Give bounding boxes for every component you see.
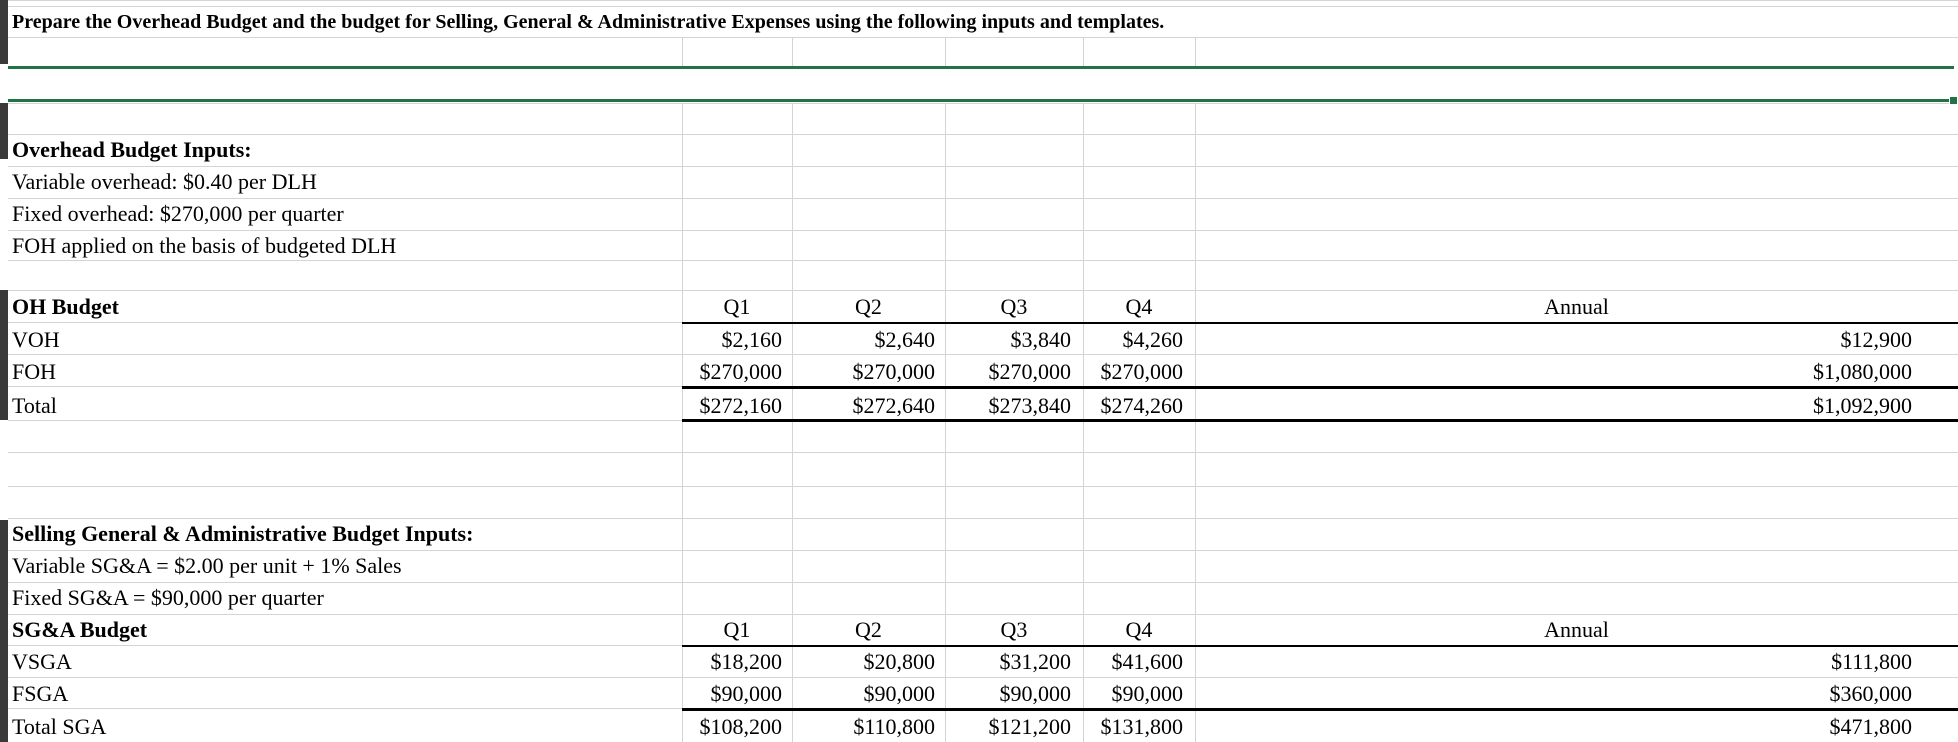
column-gridline <box>792 37 793 66</box>
sga-total-q4[interactable]: $131,800 <box>1100 714 1183 739</box>
row-gridline <box>8 614 1958 615</box>
oh-budget-heading: OH Budget <box>12 294 119 319</box>
row-gridline <box>8 582 1958 583</box>
oh-col-annual: Annual <box>1544 294 1609 319</box>
row-gridline <box>8 645 1958 646</box>
column-gridline <box>945 103 946 742</box>
oh-col-q2: Q2 <box>855 294 882 319</box>
column-gridline <box>1083 103 1084 742</box>
oh-foh-q4[interactable]: $270,000 <box>1100 359 1183 384</box>
row-gridline <box>8 420 1958 421</box>
row-header-strip <box>0 520 8 742</box>
variable-sga-input: Variable SG&A = $2.00 per unit + 1% Sales <box>12 553 402 578</box>
row-gridline <box>8 550 1958 551</box>
row-gridline <box>8 486 1958 487</box>
sga-fsga-q1[interactable]: $90,000 <box>710 681 782 706</box>
row-gridline <box>8 260 1958 261</box>
row-gridline <box>8 37 1958 38</box>
column-gridline <box>792 103 793 742</box>
sga-total-annual[interactable]: $471,800 <box>1829 714 1912 739</box>
column-gridline <box>1195 37 1196 66</box>
column-gridline <box>945 37 946 66</box>
column-gridline <box>1083 37 1084 66</box>
sga-total-q2[interactable]: $110,800 <box>853 714 935 739</box>
sga-vsga-q4[interactable]: $41,600 <box>1111 649 1183 674</box>
oh-voh-annual[interactable]: $12,900 <box>1840 327 1912 352</box>
sga-col-q3: Q3 <box>1000 617 1028 642</box>
oh-voh-q2[interactable]: $2,640 <box>874 327 935 352</box>
row-header-strip <box>0 0 8 64</box>
foh-basis-input: FOH applied on the basis of budgeted DLH <box>12 233 397 258</box>
row-gridline <box>8 6 1958 7</box>
oh-foh-q2[interactable]: $270,000 <box>852 359 935 384</box>
fill-handle[interactable] <box>1949 96 1958 105</box>
row-gridline <box>8 518 1958 519</box>
oh-header-underline <box>682 322 1958 324</box>
sga-row-label-vsga: VSGA <box>12 649 72 674</box>
sga-fsga-q4[interactable]: $90,000 <box>1111 681 1183 706</box>
sga-fsga-q2[interactable]: $90,000 <box>863 681 935 706</box>
sga-header-underline <box>682 645 1958 647</box>
oh-total-q3[interactable]: $273,840 <box>988 393 1071 418</box>
oh-voh-q4[interactable]: $4,260 <box>1122 327 1183 352</box>
sga-row-label-fsga: FSGA <box>12 681 69 706</box>
row-gridline <box>8 134 1958 135</box>
sga-col-q2: Q2 <box>855 617 882 642</box>
oh-total-annual[interactable]: $1,092,900 <box>1813 393 1912 418</box>
oh-row-label-foh: FOH <box>12 359 57 384</box>
row-gridline <box>8 290 1958 291</box>
oh-col-q1: Q1 <box>723 294 751 319</box>
row-gridline <box>8 0 1958 1</box>
row-header-strip <box>0 103 8 159</box>
oh-foh-q3[interactable]: $270,000 <box>988 359 1071 384</box>
oh-col-q4: Q4 <box>1125 294 1153 319</box>
row-gridline <box>8 198 1958 199</box>
oh-voh-q1[interactable]: $2,160 <box>721 327 782 352</box>
sga-vsga-annual[interactable]: $111,800 <box>1831 649 1912 674</box>
selected-row-highlight[interactable] <box>8 66 1954 102</box>
oh-row-label-total: Total <box>12 393 57 418</box>
column-gridline <box>682 103 683 742</box>
column-gridline <box>1195 103 1196 742</box>
oh-total-q4[interactable]: $274,260 <box>1100 393 1183 418</box>
fixed-overhead-input: Fixed overhead: $270,000 per quarter <box>12 201 344 226</box>
column-gridline <box>682 37 683 66</box>
fixed-sga-input: Fixed SG&A = $90,000 per quarter <box>12 585 324 610</box>
oh-total-q1[interactable]: $272,160 <box>699 393 782 418</box>
row-gridline <box>8 354 1958 355</box>
sga-total-q1[interactable]: $108,200 <box>699 714 782 739</box>
oh-total-q2[interactable]: $272,640 <box>852 393 935 418</box>
sga-total-q3[interactable]: $121,200 <box>988 714 1071 739</box>
sga-col-annual: Annual <box>1544 617 1609 642</box>
variable-overhead-input: Variable overhead: $0.40 per DLH <box>12 169 317 194</box>
sga-inputs-heading: Selling General & Administrative Budget Inputs: <box>12 521 474 546</box>
row-gridline <box>8 322 1958 323</box>
sga-vsga-q1[interactable]: $18,200 <box>710 649 782 674</box>
overhead-inputs-heading: Overhead Budget Inputs: <box>12 137 252 162</box>
row-gridline <box>8 386 1958 387</box>
sga-fsga-annual[interactable]: $360,000 <box>1829 681 1912 706</box>
row-header-strip <box>0 290 8 420</box>
oh-total-topline <box>682 386 1958 389</box>
sga-fsga-q3[interactable]: $90,000 <box>999 681 1071 706</box>
sga-vsga-q2[interactable]: $20,800 <box>863 649 935 674</box>
oh-col-q3: Q3 <box>1000 294 1028 319</box>
oh-voh-q3[interactable]: $3,840 <box>1010 327 1071 352</box>
row-gridline <box>8 677 1958 678</box>
sga-row-label-total: Total SGA <box>12 714 107 739</box>
row-gridline <box>8 708 1958 709</box>
sga-budget-heading: SG&A Budget <box>12 617 148 642</box>
sga-col-q1: Q1 <box>723 617 751 642</box>
row-gridline <box>8 166 1958 167</box>
oh-foh-q1[interactable]: $270,000 <box>699 359 782 384</box>
row-gridline <box>8 103 1958 104</box>
row-gridline <box>8 230 1958 231</box>
sga-vsga-q3[interactable]: $31,200 <box>999 649 1071 674</box>
sga-total-topline <box>682 708 1958 711</box>
row-gridline <box>8 452 1958 453</box>
oh-row-label-voh: VOH <box>12 327 60 352</box>
sheet-title: Prepare the Overhead Budget and the budget for Selling, General & Administrative Expenses using the following inputs and templates. <box>12 11 1165 33</box>
sga-col-q4: Q4 <box>1125 617 1153 642</box>
oh-foh-annual[interactable]: $1,080,000 <box>1813 359 1912 384</box>
